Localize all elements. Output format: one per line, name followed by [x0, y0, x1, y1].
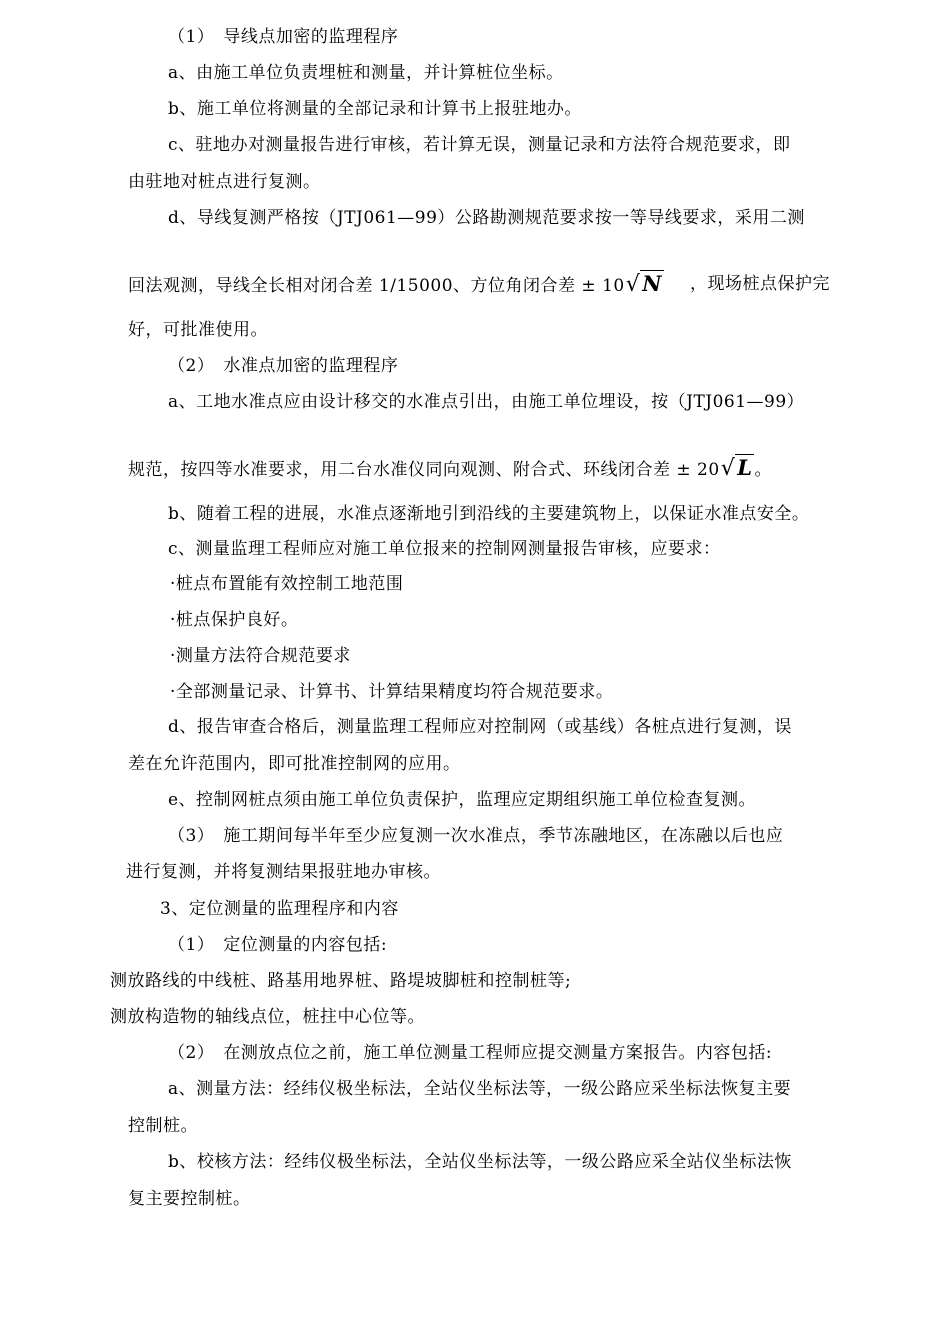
paragraph-bench-d-line2: 差在允许范围内，即可批准控制网的应用。 [128, 754, 461, 774]
paragraph-plan-report: （2） 在测放点位之前，施工单位测量工程师应提交测量方案报告。内容包括: [168, 1043, 773, 1063]
sqrt-formula-n: √N [625, 271, 662, 297]
paragraph-bench-e: e、控制网桩点须由施工单位负责保护，监理应定期组织施工单位检查复测。 [168, 790, 757, 810]
content-item-1: 测放路线的中线桩、路基用地界桩、路堤坡脚桩和控制桩等; [110, 971, 572, 991]
paragraph-method-b-line2: 复主要控制桩。 [128, 1189, 251, 1209]
paragraph-d-line2 [128, 273, 664, 297]
paragraph-c-line2: 由驻地对桩点进行复测。 [128, 172, 321, 192]
paragraph-method-a-line2: 控制桩。 [128, 1116, 198, 1136]
paragraph-b: b、施工单位将测量的全部记录和计算书上报驻地办。 [168, 99, 582, 119]
paragraph-d-line1: d、导线复测严格按（JTJ061—99）公路勘测规范要求按一等导线要求，采用二测 [168, 208, 805, 228]
heading-benchmark-procedure: （2） 水准点加密的监理程序 [168, 356, 399, 376]
formula-variable-n: N [642, 271, 662, 296]
content-item-2: 测放构造物的轴线点位，桩拄中心位等。 [110, 1007, 425, 1027]
bullet-4: ·全部测量记录、计算书、计算结果精度均符合规范要求。 [170, 682, 614, 702]
paragraph-3-line1: （3） 施工期间每半年至少应复测一次水准点，季节冻融地区，在冻融以后也应 [168, 826, 784, 846]
heading-positioning-content: （1） 定位测量的内容包括: [168, 935, 388, 955]
formula-prefix: 回法观测，导线全长相对闭合差 1/15000、方位角闭合差 ± 10 [128, 276, 625, 296]
paragraph-d-line3: 好，可批准使用。 [128, 320, 268, 340]
heading-positioning-survey: 3、定位测量的监理程序和内容 [160, 899, 399, 919]
paragraph-3-line2: 进行复测，并将复测结果报驻地办审核。 [126, 862, 441, 882]
paragraph-method-b-line1: b、校核方法：经纬仪极坐标法，全站仪坐标法等，一级公路应采全站仪坐标法恢 [168, 1152, 792, 1172]
sqrt-formula-l: √L [720, 455, 753, 481]
paragraph-bench-d-line1: d、报告审查合格后，测量监理工程师应对控制网（或基线）各桩点进行复测，误 [168, 717, 792, 737]
bullet-1: ·桩点布置能有效控制工地范围 [170, 574, 404, 594]
paragraph-bench-a-line1: a、工地水准点应由设计移交的水准点引出，由施工单位埋设，按（JTJ061—99） [168, 392, 805, 412]
paragraph-c-line1: c、驻地办对测量报告进行审核，若计算无误，测量记录和方法符合规范要求，即 [168, 135, 791, 155]
formula-suffix-l: 。 [754, 460, 772, 480]
formula-prefix-l: 规范，按四等水准要求，用二台水准仪同向观测、附合式、环线闭合差 ± 20 [128, 460, 720, 480]
formula-variable-l: L [737, 455, 753, 480]
paragraph-a: a、由施工单位负责埋桩和测量，并计算桩位坐标。 [168, 63, 564, 83]
bullet-2: ·桩点保护良好。 [170, 610, 299, 630]
bullet-3: ·测量方法符合规范要求 [170, 646, 351, 666]
heading-traverse-procedure: （1） 导线点加密的监理程序 [168, 27, 399, 47]
paragraph-bench-c: c、测量监理工程师应对施工单位报来的控制网测量报告审核，应要求： [168, 539, 721, 559]
paragraph-bench-a-line2 [128, 457, 772, 481]
paragraph-bench-b: b、随着工程的进展，水准点逐渐地引到沿线的主要建筑物上，以保证水准点安全。 [168, 504, 810, 524]
paragraph-d-line2-tail: ，现场桩点保护完 [690, 274, 830, 294]
paragraph-method-a-line1: a、测量方法：经纬仪极坐标法，全站仪坐标法等，一级公路应采坐标法恢复主要 [168, 1079, 792, 1099]
